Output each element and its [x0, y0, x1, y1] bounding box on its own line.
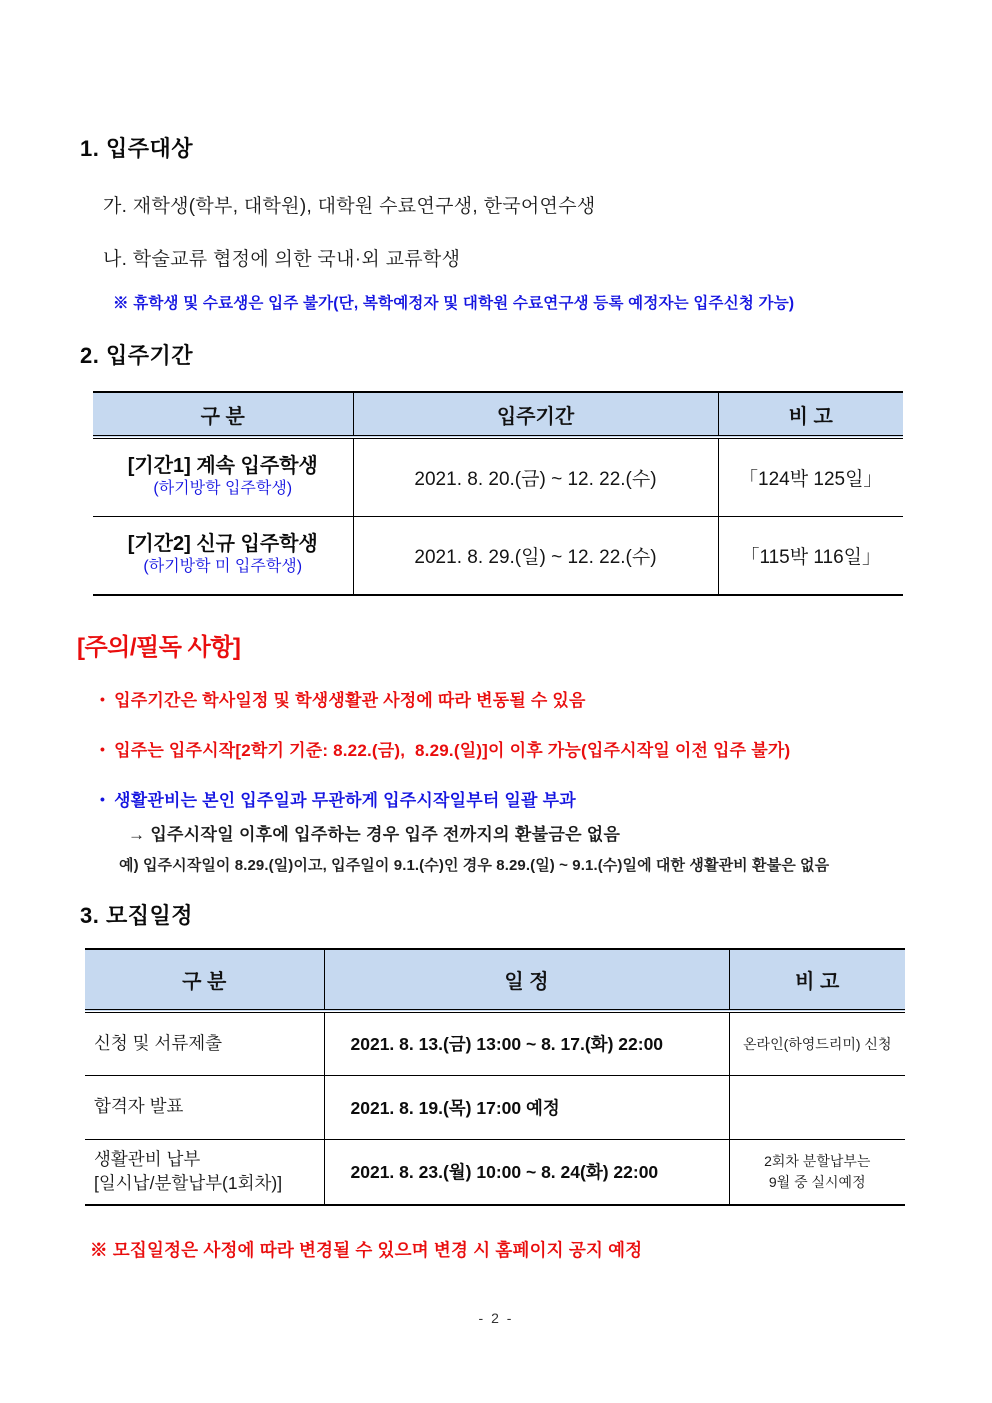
srow2-remark	[729, 1075, 905, 1139]
row1-period: 2021. 8. 20.(금) ~ 12. 22.(수)	[353, 437, 718, 516]
notice-bullet-3	[100, 786, 576, 811]
row2-remark: 「115박 116일」	[718, 516, 903, 595]
notice-example: 예) 입주시작일이 8.29.(일)이고, 입주일이 9.1.(수)인 경우 8.29.(일) ~ 9.1.(수)일에 대한 생활관비 환불은 없음	[119, 857, 830, 874]
row2-category	[93, 516, 353, 595]
section1-note: ※ 휴학생 및 수료생은 입주 불가(단, 복학예정자 및 대학원 수료연구생 등록 예정자는 입주신청 가능)	[113, 295, 795, 312]
table-header-row	[85, 949, 905, 1011]
section3-note: ※ 모집일정은 사정에 따라 변경될 수 있으며 변경 시 홈페이지 공지 예정	[90, 1240, 643, 1260]
section1-title: 1. 입주대상	[80, 136, 193, 161]
notice-arrow-note: → 입주시작일 이후에 입주하는 경우 입주 전까지의 환불금은 없음	[128, 825, 621, 844]
move-in-period-table	[93, 391, 903, 596]
row2-category-sub: (하기방학 미 입주학생)	[143, 558, 303, 576]
table-row	[85, 1011, 905, 1075]
notice-bullet-2-text: 입주는 입주시작[2학기 기준: 8.22.(금), 8.29.(일)]이 이후 가능(입주시작일 이전 입주 불가)	[114, 741, 791, 760]
header-remark: 비 고	[729, 949, 905, 1011]
srow3-schedule: 2021. 8. 23.(월) 10:00 ~ 8. 24(화) 22:00	[324, 1139, 729, 1205]
bullet-icon: •	[100, 741, 106, 757]
srow3-remark	[729, 1139, 905, 1205]
row1-category-main: [기간1] 계속 입주학생	[127, 455, 318, 478]
srow1-category: 신청 및 서류제출	[85, 1011, 324, 1075]
section1-item-b: 나. 학술교류 협정에 의한 국내·외 교류학생	[103, 249, 461, 270]
header-period: 입주기간	[353, 392, 718, 437]
row1-category	[93, 437, 353, 516]
header-category: 구 분	[85, 949, 324, 1011]
section2-title: 2. 입주기간	[80, 343, 193, 368]
section1-item-a: 가. 재학생(학부, 대학원), 대학원 수료연구생, 한국어연수생	[103, 196, 596, 217]
header-schedule: 일 정	[324, 949, 729, 1011]
srow3-category	[85, 1139, 324, 1205]
bullet-icon: •	[100, 791, 106, 807]
bullet-icon: •	[100, 691, 106, 707]
table-row	[85, 1139, 905, 1205]
recruitment-schedule-table	[85, 948, 905, 1206]
notice-bullet-1	[100, 686, 586, 711]
header-remark: 비 고	[718, 392, 903, 437]
table-row	[93, 437, 903, 516]
section3-title: 3. 모집일정	[80, 903, 193, 928]
table-row	[85, 1075, 905, 1139]
header-category: 구 분	[93, 392, 353, 437]
notice-bullet-1-text: 입주기간은 학사일정 및 학생생활관 사정에 따라 변동될 수 있음	[114, 691, 586, 710]
srow1-remark: 온라인(하영드리미) 신청	[729, 1011, 905, 1075]
page-number: - 2 -	[478, 1310, 514, 1326]
row2-category-main: [기간2] 신규 입주학생	[127, 533, 318, 556]
srow3-remark-line2: 9월 중 실시예정	[768, 1173, 866, 1190]
srow3-category-sub: [일시납/분할납부(1회차)]	[94, 1172, 283, 1193]
row2-period: 2021. 8. 29.(일) ~ 12. 22.(수)	[353, 516, 718, 595]
srow3-remark-line1: 2회차 분할납부는	[764, 1153, 871, 1170]
srow3-category-main: 생활관비 납부	[94, 1149, 201, 1170]
notice-bullet-2	[100, 736, 790, 761]
table-header-row	[93, 392, 903, 437]
row1-remark: 「124박 125일」	[718, 437, 903, 516]
srow2-schedule: 2021. 8. 19.(목) 17:00 예정	[324, 1075, 729, 1139]
notice-title: [주의/필독 사항]	[77, 634, 241, 661]
srow1-schedule: 2021. 8. 13.(금) 13:00 ~ 8. 17.(화) 22:00	[324, 1011, 729, 1075]
notice-bullet-3-text: 생활관비는 본인 입주일과 무관하게 입주시작일부터 일괄 부과	[114, 791, 576, 810]
row1-category-sub: (하기방학 입주학생)	[153, 480, 293, 498]
table-row	[93, 516, 903, 595]
srow2-category: 합격자 발표	[85, 1075, 324, 1139]
